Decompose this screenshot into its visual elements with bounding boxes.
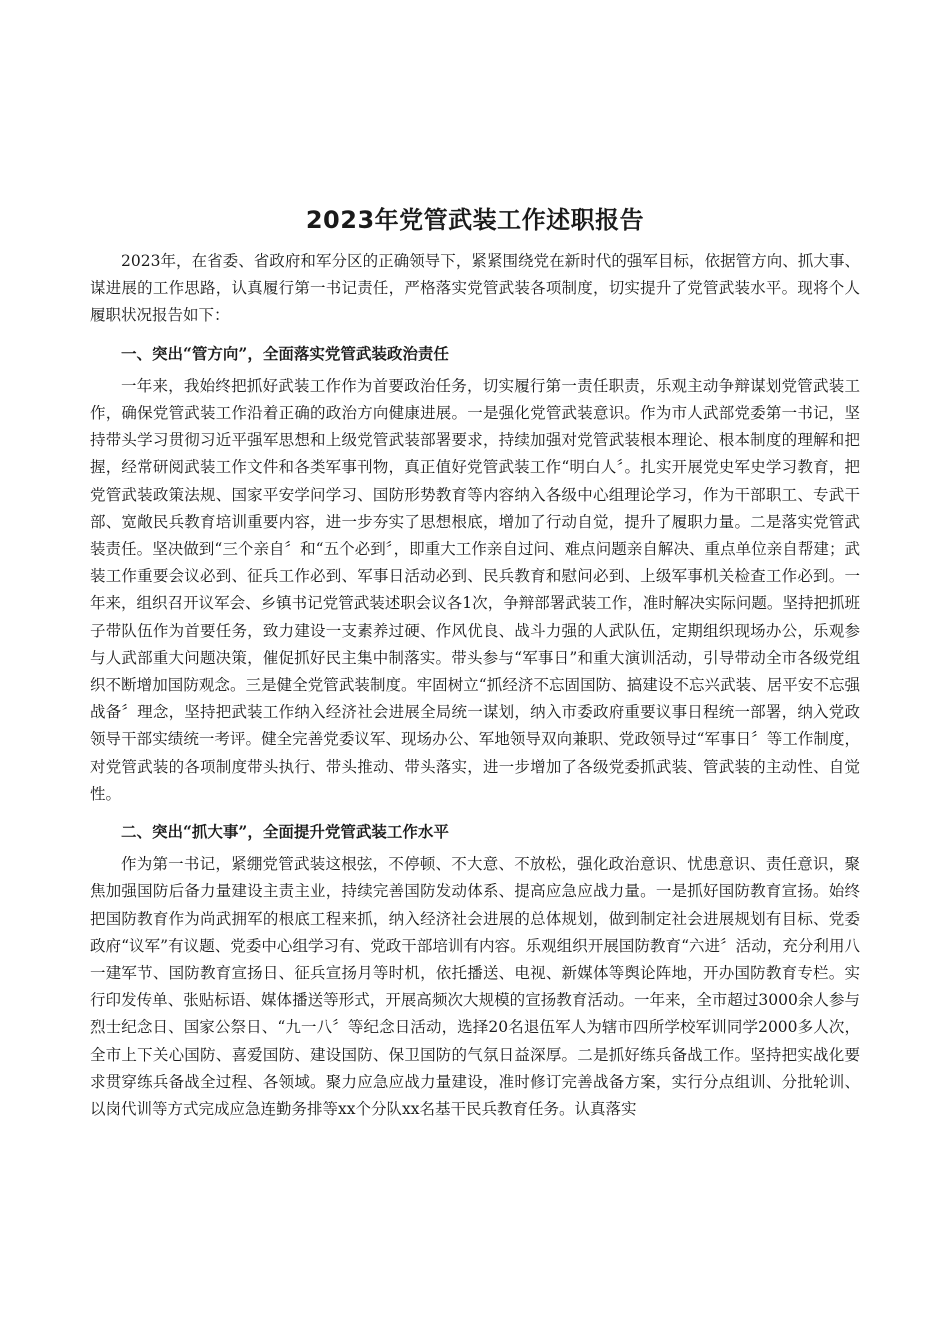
section-heading-2: 二、突出“抓大事”，全面提升党管武装工作水平: [121, 822, 449, 842]
document-title: 2023年党管武装工作述职报告: [305, 206, 645, 234]
section-body-2: 作为第一书记，紧绷党管武装这根弦，不停顿、不大意、不放松，强化政治意识、忧患意识、责任意识，聚焦加强国防后备力量建设主责主业，持续完善国防发动体系、提高应急应战力量。一是抓好国防教育宣扬。始终把国防教育作为尚武拥军的根底工程来抓，纳入经济社会进展的总体规划，做到制定社会进展规划有目标、党委政府“议军”有议题、党委中心组学习有、党政干部培训有内容。乐观组织开展国防教育“六进〞活动，充分利用八一建军节、国防教育宣扬日、征兵宣扬月等时机，依托播送、电视、新媒体等舆论阵地，开办国防教育专栏。实行印发传单、张贴标语、媒体播送等形式，开展高频次大规模的宣扬教育活动。一年来，全市超过3000余人参与烈士纪念日、国家公祭日、“九一八〞等纪念日活动，选择20名退伍军人为辖市四所学校军训同学2000多人次，全市上下关心国防、喜爱国防、建设国防、保卫国防的气氛日益深厚。二是抓好练兵备战工作。坚持把实战化要求贯穿练兵备战全过程、各领域。聚力应急应战力量建设，准时修订完善战备方案，实行分点组训、分批轮训、以岗代训等方式完成应急连勤务排等xx个分队xx名基干民兵教育任务。认真落实: [90, 855, 860, 1119]
document-page: [90, 200, 860, 1123]
section-body-1: 一年来，我始终把抓好武装工作作为首要政治任务，切实履行第一责任职责，乐观主动争辩谋划党管武装工作，确保党管武装工作沿着正确的政治方向健康进展。一是强化党管武装意识。作为市人武部党委第一书记，坚持带头学习贯彻习近平强军思想和上级党管武装部署要求，持续加强对党管武装根本理论、根本制度的理解和把握，经常研阅武装工作文件和各类军事刊物，真正值好党管武装工作“明白人〞。扎实开展党史军史学习教育，把党管武装政策法规、国家平安学问学习、国防形势教育等内容纳入各级中心组理论学习，作为干部职工、专武干部、宽敞民兵教育培训重要内容，进一步夯实了思想根底，增加了行动自觉，提升了履职力量。二是落实党管武装责任。坚决做到“三个亲自〞和“五个必到〞，即重大工作亲自过问、难点问题亲自解决、重点单位亲自帮建；武装工作重要会议必到、征兵工作必到、军事日活动必到、民兵教育和慰问必到、上级军事机关检查工作必到。一年来，组织召开议军会、乡镇书记党管武装述职会议各1次，争辩部署武装工作，准时解决实际问题。坚持把抓班子带队伍作为首要任务，致力建设一支素养过硬、作风优良、战斗力强的人武队伍，定期组织现场办公，乐观参与人武部重大问题决策，催促抓好民主集中制落实。带头参与“军事日”和重大演训活动，引导带动全市各级党组织不断增加国防观念。三是健全党管武装制度。牢固树立“抓经济不忘固国防、搞建设不忘兴武装、居平安不忘强战备〞理念，坚持把武装工作纳入经济社会进展全局统一谋划，纳入市委政府重要议事日程统一部署，纳入党政领导干部实绩统一考评。健全完善党委议军、现场办公、军地领导双向兼职、党政领导过“军事日〞等工作制度，对党管武装的各项制度带头执行、带头推动、带头落实，进一步增加了各级党委抓武装、管武装的主动性、自觉性。: [90, 376, 860, 803]
intro-paragraph: 2023年，在省委、省政府和军分区的正确领导下，紧紧围绕党在新时代的强军目标，依据管方向、抓大事、谋进展的工作思路，认真履行第一书记责任，严格落实党管武装各项制度，切实提升了党管武装水平。现将个人履职状况报告如下：: [90, 252, 860, 325]
section-heading-1: 一、突出“管方向”，全面落实党管武装政治责任: [121, 343, 449, 363]
